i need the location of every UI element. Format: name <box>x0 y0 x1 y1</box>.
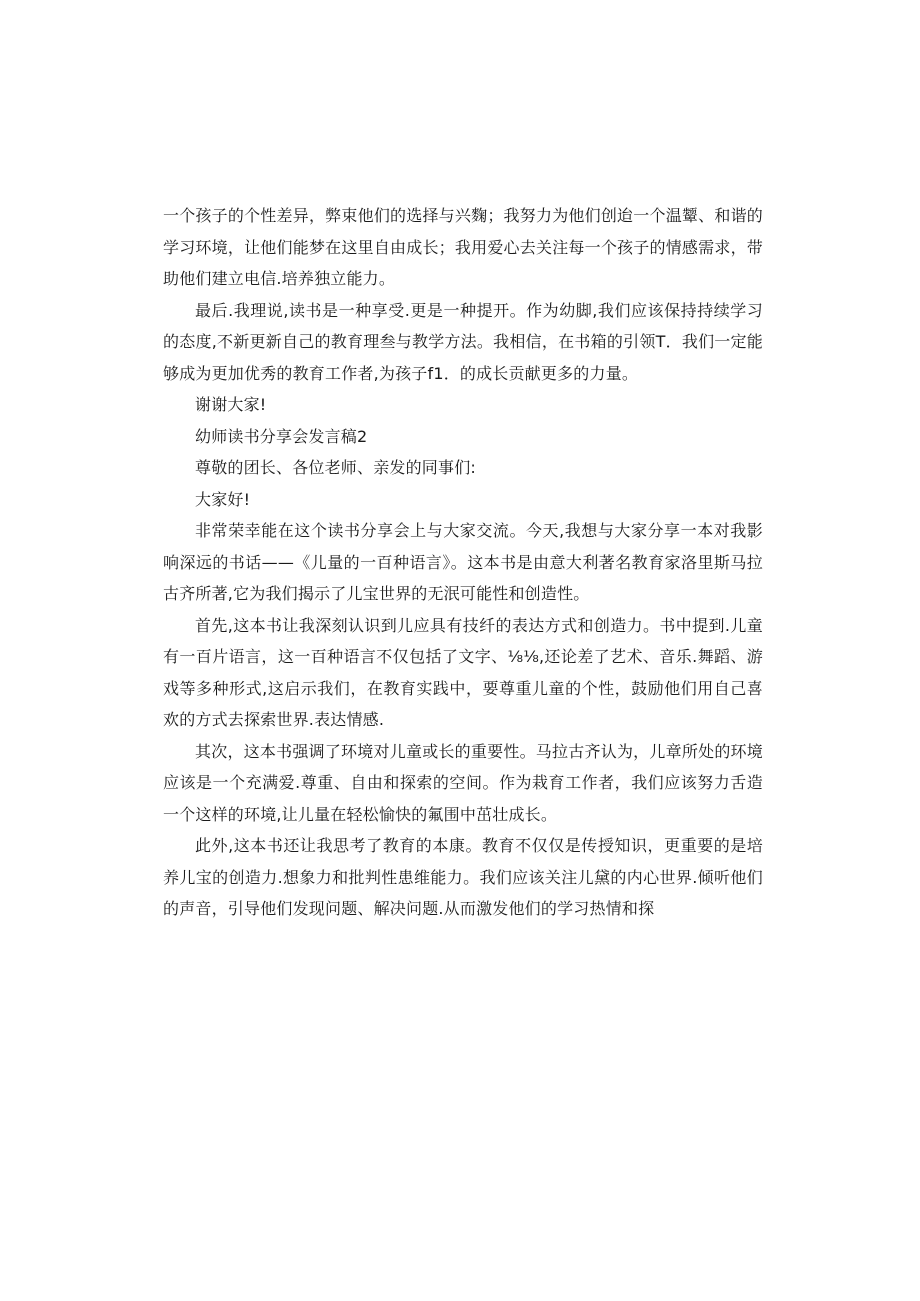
paragraph-7: 非常荣幸能在这个读书分享会上与大家交流。今天,我想与大家分享一本对我影响深远的书话——《儿量的一百种语言》。这本书是由意大利著名教育家洛里斯马拉古齐所著,它为我们揭示了儿宝世界的无泯可能性和创造性。 <box>163 521 763 603</box>
paragraph-9: 其次，这本书强调了环境对儿童或长的重要性。马拉古齐认为，儿章所处的环境应该是一个充满爱.尊重、自由和探索的空间。作为栽育工作者，我们应该努力舌造一个这样的环境,让儿量在轻松愉快的氟围中茁壮成长。 <box>163 741 763 824</box>
section-title: 幼师读书分享会发言稿2 <box>195 426 368 446</box>
document-body <box>163 200 763 925</box>
paragraph-2: 最后.我理说,读书是一种享受.更是一种提开。作为幼脚,我们应该保持持续学习的态度,不新更新自己的教育理叁与教学方法。我相信，在书箱的引领T．我们一定能够成为更加优秀的教育工作者,为孩子f1．的成长贡献更多的力量。 <box>163 300 763 383</box>
greeting: 大家好! <box>195 489 251 509</box>
paragraph-8: 首先,这本书让我深刻认识到儿应具有技纤的表达方式和创造力。书中提到.儿童有一百片语言，这一百种语言不仅包括了文字、⅛⅛,还论差了艺术、音乐.舞蹈、游戏等多种形式,这启示我们，在教育实践中，要尊重儿童的个性，鼓励他们用自己喜欢的方式去探索世界.表达情感. <box>163 615 763 729</box>
paragraph-3: 谢谢大家! <box>195 395 267 414</box>
salutation: 尊敬的团长、各位老师、亲发的同事们: <box>195 458 476 477</box>
paragraph-10: 此外,这本书还让我思考了教育的本康。教育不仅仅是传授知识，更重要的是培养儿宝的创造力.想象力和批判性患维能力。我们应该关注儿黛的内心世界.倾听他们的声音，引导他们发现问题、解决问题.从而激发他们的学习热情和探 <box>163 836 763 918</box>
paragraph-1: 一个孩子的个性差异，弊束他们的选择与兴麴；我努力为他们创迨一个温颦、和谐的学习环境，让他们能梦在这里自由成长；我用爱心去关注每一个孩子的情感需求，带助他们建立电信.培养独立能力。 <box>163 206 763 288</box>
